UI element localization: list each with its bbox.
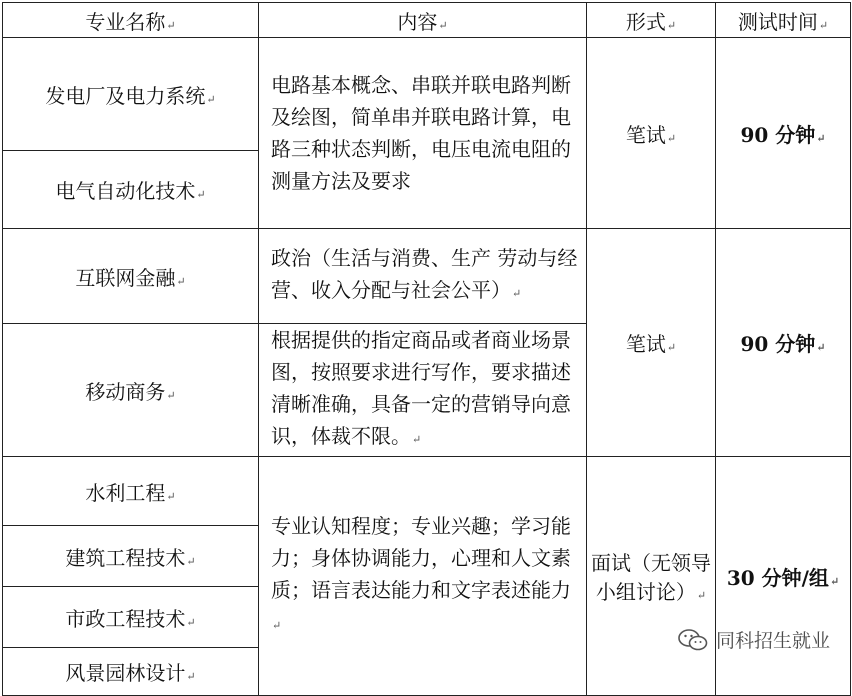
form-cell: 笔试↵ bbox=[587, 229, 716, 457]
header-time: 测试时间↵ bbox=[716, 3, 851, 38]
major-cell: 建筑工程技术↵ bbox=[3, 526, 259, 587]
time-cell: 90 分钟↵ bbox=[716, 229, 851, 457]
header-row bbox=[3, 3, 851, 38]
major-cell: 电气自动化技术↵ bbox=[3, 151, 259, 229]
major-cell: 水利工程↵ bbox=[3, 457, 259, 526]
header-major: 专业名称↵ bbox=[3, 3, 259, 38]
content-cell: 政治（生活与消费、生产 劳动与经营、收入分配与社会公平）↵ bbox=[259, 229, 587, 324]
wechat-icon bbox=[678, 629, 708, 651]
header-form: 形式↵ bbox=[587, 3, 716, 38]
watermark-text: 同科招生就业 bbox=[715, 630, 830, 652]
major-cell: 市政工程技术↵ bbox=[3, 587, 259, 648]
exam-table bbox=[2, 2, 851, 696]
major-cell: 移动商务↵ bbox=[3, 324, 259, 457]
time-cell: 30 分钟/组↵ bbox=[716, 457, 851, 696]
content-cell: 专业认知程度；专业兴趣；学习能力；身体协调能力，心理和人文素质；语言表达能力和文字表述能力↵ bbox=[259, 457, 587, 696]
header-content: 内容↵ bbox=[259, 3, 587, 38]
content-cell: 根据提供的指定商品或者商业场景图，按照要求进行写作，要求描述清晰准确，具备一定的营销导向意识，体裁不限。↵ bbox=[259, 324, 587, 457]
time-cell: 90 分钟↵ bbox=[716, 38, 851, 229]
table-row bbox=[3, 38, 851, 151]
form-cell: 面试（无领导小组讨论）↵ bbox=[587, 457, 716, 696]
form-cell: 笔试↵ bbox=[587, 38, 716, 229]
table-row bbox=[3, 457, 851, 526]
major-cell: 发电厂及电力系统↵ bbox=[3, 38, 259, 151]
watermark bbox=[678, 626, 830, 653]
major-cell: 互联网金融↵ bbox=[3, 229, 259, 324]
content-cell: 电路基本概念、串联并联电路判断及绘图，简单串并联电路计算，电路三种状态判断，电压电流电阻的测量方法及要求 bbox=[259, 38, 587, 229]
major-cell: 风景园林设计↵ bbox=[3, 648, 259, 696]
table-row bbox=[3, 229, 851, 324]
